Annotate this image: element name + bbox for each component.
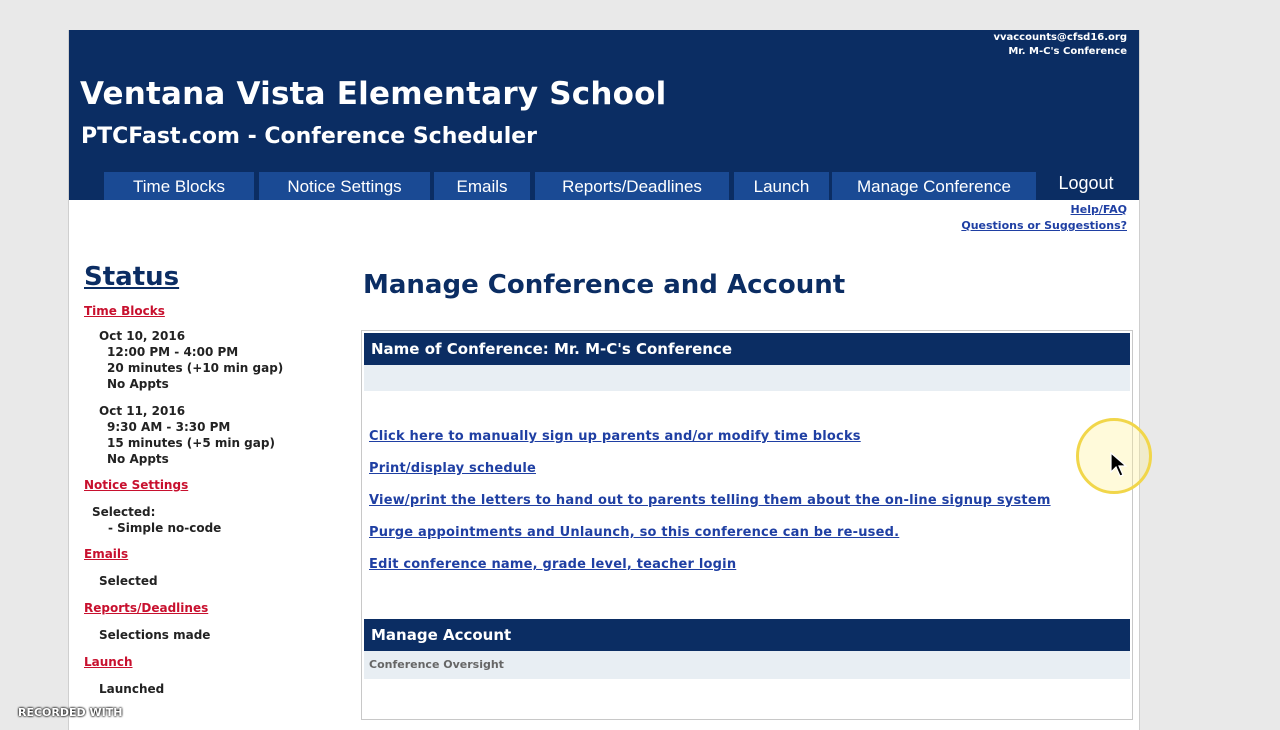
conference-oversight-label: Conference Oversight [364, 651, 1130, 679]
time-block-time: 12:00 PM - 4:00 PM [107, 345, 239, 359]
school-name: Ventana Vista Elementary School [80, 76, 667, 112]
status-launch-link[interactable]: Launch [84, 655, 133, 669]
account-info [993, 31, 1127, 59]
page-title: Manage Conference and Account [363, 270, 846, 300]
purge-unlaunch-link[interactable]: Purge appointments and Unlaunch, so this conference can be re-used. [369, 525, 900, 540]
page-container [68, 30, 1140, 730]
conference-name-header: Name of Conference: Mr. M-C's Conference [364, 333, 1130, 365]
main-content [361, 270, 1133, 720]
status-title[interactable]: Status [84, 262, 180, 292]
notice-selected-label: Selected: [92, 505, 156, 519]
print-letters-link[interactable]: View/print the letters to hand out to parents telling them about the on-line signup system [369, 493, 1051, 508]
tab-reports-deadlines[interactable]: Reports/Deadlines [534, 172, 729, 200]
notice-status [92, 504, 334, 536]
help-faq-link[interactable]: Help/FAQ [1070, 203, 1127, 216]
time-block-time: 9:30 AM - 3:30 PM [107, 420, 231, 434]
conference-actions [362, 391, 1132, 619]
main-nav [69, 172, 1139, 200]
print-schedule-link[interactable]: Print/display schedule [369, 461, 536, 476]
manage-account-header: Manage Account [364, 619, 1130, 651]
tab-manage-conference[interactable]: Manage Conference [831, 172, 1036, 200]
notice-selected-value: - Simple no-code [108, 521, 222, 535]
status-sidebar [84, 262, 334, 697]
account-email: vvaccounts@cfsd16.org [993, 32, 1127, 43]
tab-notice-settings[interactable]: Notice Settings [258, 172, 430, 200]
launch-status: Launched [99, 682, 165, 696]
emails-status: Selected [99, 574, 158, 588]
time-block-duration: 15 minutes (+5 min gap) [107, 436, 275, 450]
tab-launch[interactable]: Launch [733, 172, 829, 200]
logout-button[interactable]: Logout [1043, 168, 1129, 198]
status-emails-link[interactable]: Emails [84, 547, 129, 561]
time-block-date: Oct 11, 2016 [99, 404, 186, 418]
suggestions-link[interactable]: Questions or Suggestions? [961, 219, 1127, 232]
tab-time-blocks[interactable]: Time Blocks [103, 172, 254, 200]
time-block-1 [99, 328, 334, 392]
mouse-pointer-icon [1110, 452, 1128, 478]
account-panel-body [362, 679, 1132, 719]
account-conference: Mr. M-C's Conference [1008, 46, 1127, 57]
time-block-date: Oct 10, 2016 [99, 329, 186, 343]
manual-signup-link[interactable]: Click here to manually sign up parents and/or modify time blocks [369, 429, 861, 444]
time-block-appts: No Appts [107, 377, 169, 391]
reports-status: Selections made [99, 628, 211, 642]
status-notice-settings-link[interactable]: Notice Settings [84, 478, 189, 492]
recorded-watermark: RECORDED WITH [18, 706, 123, 719]
conference-subbar [364, 365, 1130, 391]
site-header [69, 30, 1139, 200]
time-block-appts: No Appts [107, 452, 169, 466]
tab-emails[interactable]: Emails [433, 172, 530, 200]
status-reports-link[interactable]: Reports/Deadlines [84, 601, 209, 615]
conference-panel [361, 330, 1133, 720]
help-links [961, 202, 1127, 234]
status-time-blocks-link[interactable]: Time Blocks [84, 304, 165, 318]
edit-conference-link[interactable]: Edit conference name, grade level, teacher login [369, 557, 737, 572]
time-block-duration: 20 minutes (+10 min gap) [107, 361, 284, 375]
app-title: PTCFast.com - Conference Scheduler [81, 124, 538, 149]
time-block-2 [99, 403, 334, 467]
